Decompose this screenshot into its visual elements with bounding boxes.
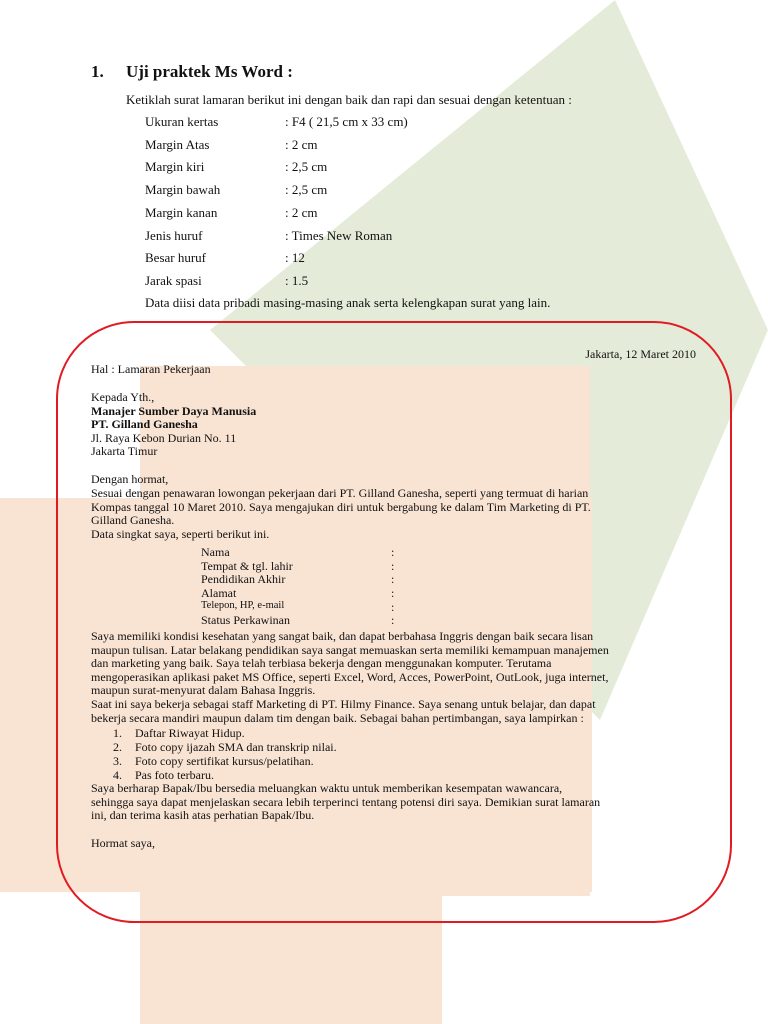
data-row (201, 545, 501, 559)
task-intro: Ketiklah surat lamaran berikut ini dengan baik dan rapi dan sesuai dengan ketentuan : (126, 92, 572, 107)
letter-date: Jakarta, 12 Maret 2010 (585, 347, 696, 361)
data-row (201, 600, 501, 614)
task-title: Uji praktek Ms Word : (126, 62, 293, 81)
data-row (201, 613, 501, 627)
data-colon: : (391, 572, 395, 586)
paragraph-line: mengoperasikan aplikasi paket MS Office, seperti Excel, Word, Acces, PowerPoint, OutLook, juga internet, (91, 670, 609, 684)
data-label: Tempat & tgl. lahir (201, 559, 293, 573)
data-colon: : (391, 586, 395, 600)
spec-label: Jenis huruf (145, 228, 203, 243)
spec-row (145, 114, 705, 132)
spec-label: Margin Atas (145, 137, 210, 152)
spec-value: : 2 cm (285, 205, 318, 220)
spec-value: : F4 ( 21,5 cm x 33 cm) (285, 114, 408, 129)
data-label: Nama (201, 545, 230, 559)
recipient-street: Jl. Raya Kebon Durian No. 11 (91, 431, 237, 445)
paragraph-line: ini, dan terima kasih atas perhatian Bapak/Ibu. (91, 808, 315, 822)
data-row (201, 572, 501, 586)
spec-value: : 2,5 cm (285, 182, 328, 197)
data-label: Telepon, HP, e-mail (201, 600, 285, 611)
spec-row (145, 205, 705, 223)
spec-label: Margin bawah (145, 182, 221, 197)
spec-row (145, 273, 705, 291)
spec-value: : 2,5 cm (285, 159, 328, 174)
recipient-city: Jakarta Timur (91, 444, 158, 458)
data-label: Status Perkawinan (201, 613, 290, 627)
attachment-text: Foto copy sertifikat kursus/pelatihan. (135, 754, 314, 768)
paragraph-line: maupun tulisan. Latar belakang pendidikan saya sangat memuaskan serta memiliki kemampuan manajemen (91, 643, 609, 657)
salutation: Dengan hormat, (91, 472, 169, 486)
spec-row (145, 250, 705, 268)
recipient-greeting: Kepada Yth., (91, 390, 155, 404)
spec-label: Besar huruf (145, 250, 207, 265)
spec-row (145, 137, 705, 155)
paragraph-line: dan marketing yang baik. Saya telah terbiasa bekerja dengan menggunakan komputer. Terutama (91, 656, 552, 670)
data-row (201, 586, 501, 600)
spec-value: : 12 (285, 250, 305, 265)
letter-subject: Hal : Lamaran Pekerjaan (91, 362, 211, 376)
paragraph-line: bekerja secara mandiri maupun dalam tim dengan baik. Sebagai bahan pertimbangan, saya lampirkan : (91, 711, 584, 725)
paragraph-line: maupun surat-menyurat dalam Bahasa Inggris. (91, 683, 316, 697)
closing: Hormat saya, (91, 836, 155, 850)
paragraph-line: Saya berharap Bapak/Ibu bersedia meluangkan waktu untuk memberikan kesempatan wawancara, (91, 781, 563, 795)
spec-value: : Times New Roman (285, 228, 393, 243)
paragraph-line: Sesuai dengan penawaran lowongan pekerjaan dari PT. Gilland Ganesha, seperti yang termuat di harian (91, 486, 589, 500)
spec-note: Data diisi data pribadi masing-masing anak serta kelengkapan surat yang lain. (145, 295, 551, 310)
attachment-number: 2. (113, 740, 122, 754)
spec-label: Ukuran kertas (145, 114, 219, 129)
data-colon: : (391, 545, 395, 559)
spec-value: : 1.5 (285, 273, 309, 288)
data-colon: : (391, 600, 395, 614)
spec-label: Jarak spasi (145, 273, 202, 288)
paragraph-line: Kompas tanggal 10 Maret 2010. Saya mengajukan diri untuk bergabung ke dalam Tim Marketing di PT. (91, 500, 591, 514)
attachment-number: 3. (113, 754, 122, 768)
recipient-company: PT. Gilland Ganesha (91, 417, 198, 431)
spec-value: : 2 cm (285, 137, 318, 152)
attachment-text: Daftar Riwayat Hidup. (135, 726, 245, 740)
spec-label: Margin kanan (145, 205, 218, 220)
paragraph-line: Gilland Ganesha. (91, 513, 175, 527)
data-colon: : (391, 613, 395, 627)
recipient-name: Manajer Sumber Daya Manusia (91, 404, 257, 418)
data-intro: Data singkat saya, seperti berikut ini. (91, 527, 270, 541)
attachment-text: Foto copy ijazah SMA dan transkrip nilai. (135, 740, 337, 754)
attachment-number: 1. (113, 726, 122, 740)
attachment-text: Pas foto terbaru. (135, 768, 214, 782)
data-label: Alamat (201, 586, 237, 600)
attachment-number: 4. (113, 768, 122, 782)
data-row (201, 559, 501, 573)
paragraph-line: Saya memiliki kondisi kesehatan yang sangat baik, dan dapat berbahasa Inggris dengan baik secara lisan (91, 629, 594, 643)
data-label: Pendidikan Akhir (201, 572, 286, 586)
spec-row (145, 159, 705, 177)
spec-row (145, 228, 705, 246)
data-colon: : (391, 559, 395, 573)
task-number: 1. (91, 62, 104, 81)
paragraph-line: sehingga saya dapat menjelaskan secara lebih terperinci tentang potensi diri saya. Demikian surat lamaran (91, 795, 601, 809)
paragraph-line: Saat ini saya bekerja sebagai staff Marketing di PT. Hilmy Finance. Saya senang untuk belajar, dan dapat (91, 697, 596, 711)
spec-row (145, 182, 705, 200)
spec-label: Margin kiri (145, 159, 205, 174)
